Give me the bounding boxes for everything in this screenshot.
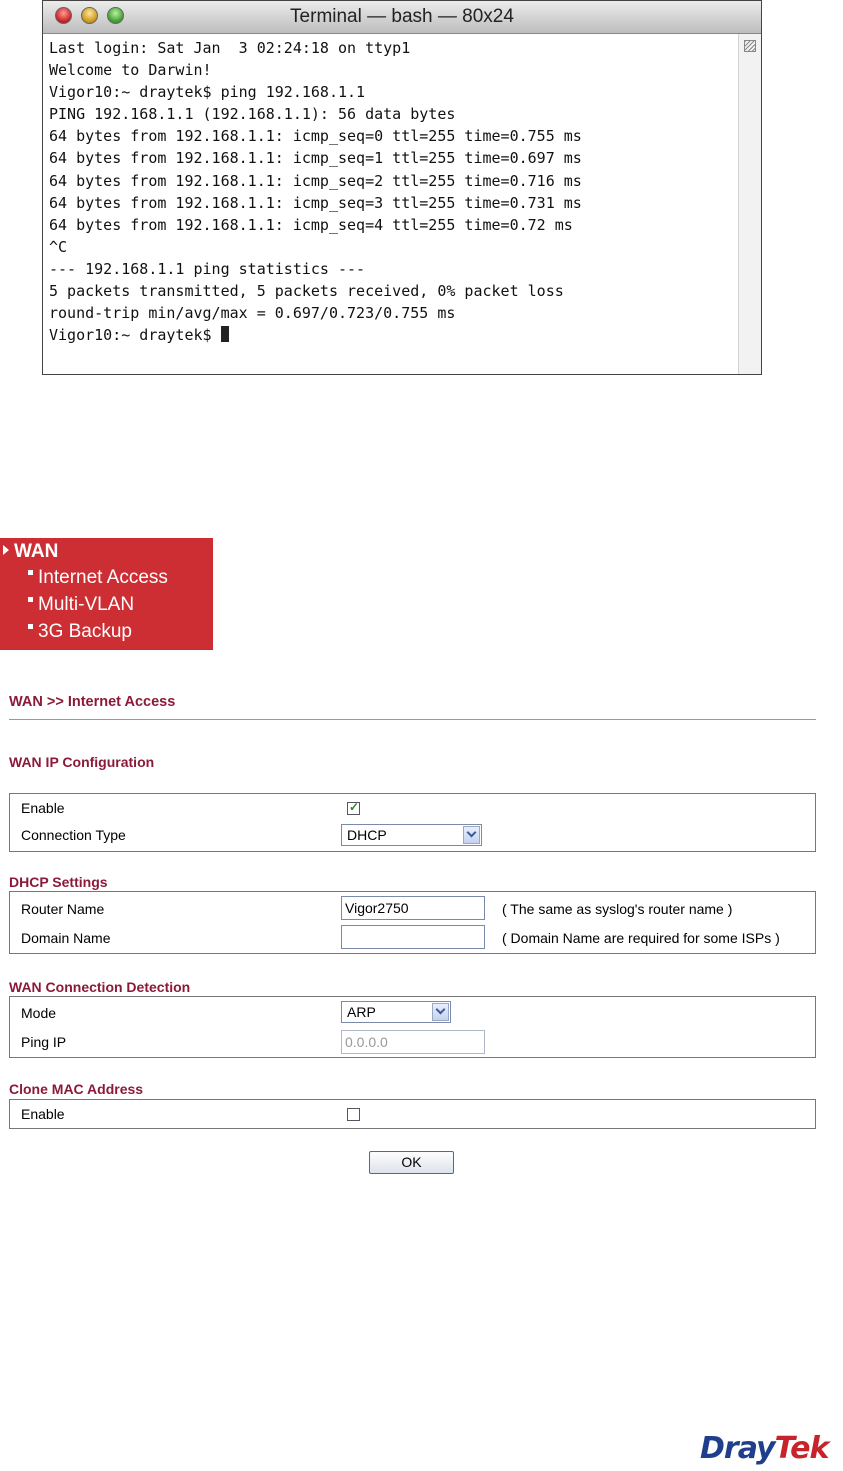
connection-type-select[interactable] [341, 824, 482, 846]
router-name-input[interactable]: Vigor2750 [341, 896, 485, 920]
router-name-label: Router Name [21, 901, 105, 917]
terminal-title-bar [43, 1, 761, 34]
menu-item-label: Multi-VLAN [38, 594, 135, 615]
terminal-line: 64 bytes from 192.168.1.1: icmp_seq=2 ttl=255 time=0.716 ms [49, 171, 582, 190]
terminal-line: --- 192.168.1.1 ping statistics --- [49, 259, 366, 278]
menu-item-label: 3G Backup [38, 621, 132, 642]
domain-name-label: Domain Name [21, 930, 111, 946]
terminal-scrollbar[interactable] [738, 34, 761, 374]
terminal-line: Vigor10:~ draytek$ ping 192.168.1.1 [49, 83, 366, 102]
terminal-line: 64 bytes from 192.168.1.1: icmp_seq=3 ttl=255 time=0.731 ms [49, 193, 582, 212]
resize-icon[interactable] [744, 40, 756, 52]
mode-value: ARP [347, 1004, 376, 1020]
dhcp-settings-box [9, 891, 816, 954]
menu-item-label: Internet Access [38, 567, 168, 588]
enable-label: Enable [21, 1106, 65, 1122]
menu-item-multi-vlan[interactable] [28, 594, 134, 616]
domain-name-note: ( Domain Name are required for some ISPs ) [502, 930, 780, 946]
terminal-title: Terminal — bash — 80x24 [290, 6, 514, 27]
clone-mac-box [9, 1099, 816, 1129]
bullet-icon [28, 624, 33, 629]
logo-part: Dray [700, 1431, 775, 1466]
chevron-down-icon [432, 1003, 449, 1021]
terminal-prompt-line[interactable] [49, 324, 737, 346]
bullet-icon [28, 597, 33, 602]
menu-item-3g-backup[interactable] [28, 621, 132, 643]
wan-enable-checkbox[interactable] [347, 802, 360, 815]
wan-ip-config-box [9, 793, 816, 852]
checkmark-icon: ✓ [349, 800, 360, 814]
triangle-right-icon [3, 545, 9, 555]
terminal-line: ^C [49, 237, 68, 256]
chevron-down-icon [463, 826, 480, 844]
wan-detection-box [9, 996, 816, 1058]
section-title-clone-mac: Clone MAC Address [9, 1081, 144, 1097]
terminal-line: 64 bytes from 192.168.1.1: icmp_seq=4 ttl=255 time=0.72 ms [49, 215, 573, 234]
mode-label: Mode [21, 1005, 57, 1021]
connection-type-value: DHCP [347, 827, 387, 843]
mode-select[interactable] [341, 1001, 451, 1023]
terminal-line: Welcome to Darwin! [49, 61, 212, 80]
wan-menu-heading[interactable] [3, 541, 58, 563]
enable-label: Enable [21, 800, 65, 816]
terminal-output[interactable] [49, 37, 737, 368]
terminal-line: 5 packets transmitted, 5 packets received, 0% packet loss [49, 282, 564, 301]
terminal-line: Last login: Sat Jan 3 02:24:18 on ttyp1 [49, 39, 411, 57]
ping-ip-label: Ping IP [21, 1034, 67, 1050]
terminal-prompt: Vigor10:~ draytek$ [49, 326, 221, 345]
logo-part: Tek [774, 1431, 829, 1466]
bullet-icon [28, 570, 33, 575]
terminal-line: 64 bytes from 192.168.1.1: icmp_seq=1 ttl=255 time=0.697 ms [49, 149, 582, 168]
section-title-dhcp: DHCP Settings [9, 874, 108, 890]
divider [9, 719, 816, 720]
section-title-wan-ip: WAN IP Configuration [9, 754, 155, 770]
terminal-line: round-trip min/avg/max = 0.697/0.723/0.755 ms [49, 304, 456, 323]
clone-mac-enable-checkbox[interactable] [347, 1108, 360, 1121]
section-title-detection: WAN Connection Detection [9, 979, 191, 995]
draytek-logo [700, 1431, 828, 1466]
terminal-line: 64 bytes from 192.168.1.1: icmp_seq=0 ttl=255 time=0.755 ms [49, 127, 582, 146]
terminal-window [42, 0, 762, 375]
router-name-note: ( The same as syslog's router name ) [502, 901, 733, 917]
cursor-icon [221, 326, 229, 342]
wan-menu [0, 538, 213, 650]
wan-menu-heading-label: WAN [14, 541, 59, 562]
menu-item-internet-access[interactable] [28, 567, 168, 589]
ok-button[interactable]: OK [369, 1151, 454, 1174]
page-title: WAN >> Internet Access [9, 694, 176, 710]
terminal-line: PING 192.168.1.1 (192.168.1.1): 56 data bytes [49, 105, 456, 124]
domain-name-input[interactable] [341, 925, 485, 949]
connection-type-label: Connection Type [21, 827, 126, 843]
ping-ip-input[interactable]: 0.0.0.0 [341, 1030, 485, 1054]
